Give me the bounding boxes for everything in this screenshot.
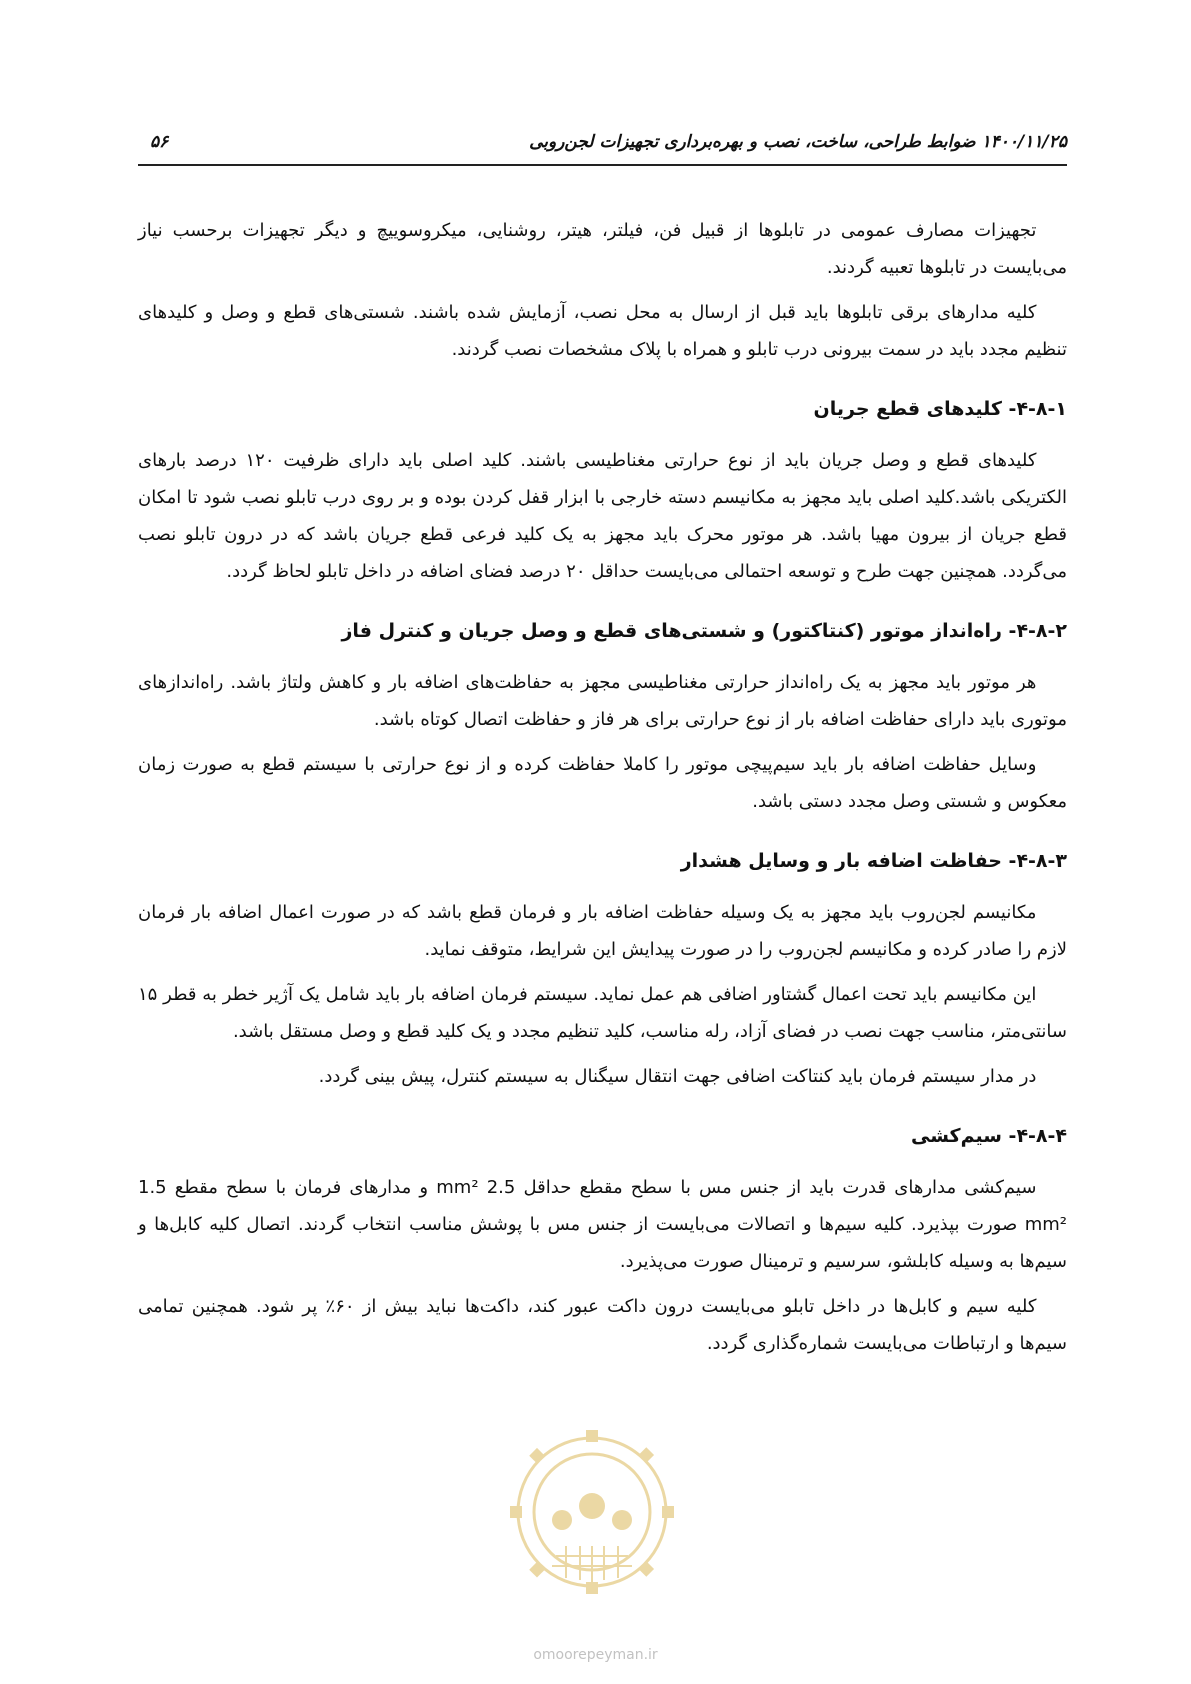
section-heading: ۴-۸-۴- سیم‌کشی	[910, 1125, 1067, 1147]
section-paragraph: مکانیسم لجن‌روب باید مجهز به یک وسیله حفاظت اضافه بار و فرمان قطع باشد که در صورت اعمال اضافه بار فرمان لازم را صادر کرده و مکانیسم لجن‌روب را در صورت پیدایش این شرایط، متوقف نماید.	[138, 902, 1067, 960]
section-paragraph: وسایل حفاظت اضافه بار باید سیم‌پیچی موتور را کاملا حفاظت کرده و از نوع حرارتی با سیستم قطع به صورت زمان معکوس و شستی وصل مجدد دستی باشد.	[138, 754, 1067, 812]
section-paragraph: کلیدهای قطع و وصل جریان باید از نوع حرارتی مغناطیسی باشند. کلید اصلی باید دارای ظرفیت ۱۲۰ درصد بارهای الکتریکی باشد.کلید اصلی باید مجهز به مکانیسم دسته خارجی با ابزار قفل کردن بوده و بر روی درب تابلو نصب شود تا امکان قطع جریان از بیرون مهیا باشد. هر موتور محرک باید مجهز به یک کلید فرعی قطع جریان باشد که در درون تابلو نصب می‌گردد. همچنین جهت طرح و توسعه احتمالی می‌بایست حداقل ۲۰ درصد فضای اضافه در داخل تابلو لحاظ گردد.	[138, 450, 1067, 582]
watermark-site: omoorepeyman.ir	[533, 1647, 658, 1663]
running-header	[138, 128, 1067, 166]
section-heading: ۴-۸-۲- راه‌انداز موتور (کنتاکتور) و شستی‌های قطع و وصل جریان و کنترل فاز	[341, 620, 1067, 642]
page-number: ۵۶	[150, 132, 169, 152]
section-paragraph: در مدار سیستم فرمان باید کنتاکت اضافی جهت انتقال سیگنال به سیستم کنترل، پیش بینی گردد.	[318, 1066, 1037, 1087]
section-paragraph: این مکانیسم باید تحت اعمال گشتاور اضافی هم عمل نماید. سیستم فرمان اضافه بار باید شامل یک آژیر خطر به قطر ۱۵ سانتی‌متر، مناسب جهت نصب در فضای آزاد، رله مناسب، کلید تنظیم مجدد و یک کلید قطع و وصل مستقل باشد.	[138, 984, 1067, 1042]
section-heading: ۴-۸-۳- حفاظت اضافه بار و وسایل هشدار	[680, 850, 1067, 872]
header-title: ۱۴۰۰/۱۱/۲۵ ضوابط طراحی، ساخت، نصب و بهره‌برداری تجهیزات لجن‌روبی	[529, 132, 1067, 152]
document-body	[138, 212, 1067, 1362]
watermark-logo	[500, 1416, 684, 1616]
intro-paragraph: تجهیزات مصارف عمومی در تابلوها از قبیل فن، فیلتر، هیتر، روشنایی، میکروسوییچ و دیگر تجهیزات برحسب نیاز می‌بایست در تابلوها تعبیه گردند.	[138, 220, 1067, 278]
section-heading: ۴-۸-۱- کلیدهای قطع جریان	[813, 398, 1067, 420]
intro-paragraph: کلیه مدارهای برقی تابلوها باید قبل از ارسال به محل نصب، آزمایش شده باشند. شستی‌های قطع و وصل و کلیدهای تنظیم مجدد باید در سمت بیرونی درب تابلو و همراه با پلاک مشخصات نصب گردند.	[138, 302, 1067, 360]
section-paragraph: هر موتور باید مجهز به یک راه‌انداز حرارتی مغناطیسی مجهز به حفاظت‌های اضافه بار و کاهش ولتاژ باشد. راه‌اندازهای موتوری باید دارای حفاظت اضافه بار از نوع حرارتی برای هر فاز و حفاظت اتصال کوتاه باشد.	[138, 672, 1067, 730]
section-paragraph: کلیه سیم و کابل‌ها در داخل تابلو می‌بایست درون داکت عبور کند، داکت‌ها نباید بیش از ۶۰٪ پر شود. همچنین تمامی سیم‌ها و ارتباطات می‌بایست شماره‌گذاری گردد.	[138, 1296, 1067, 1354]
section-paragraph: سیم‌کشی مدارهای قدرت باید از جنس مس با سطح مقطع حداقل 2.5 mm² و مدارهای فرمان با سطح مقطع 1.5 mm² صورت بپذیرد. کلیه سیم‌ها و اتصالات می‌بایست از جنس مس با پوشش مناسب انتخاب گردند. اتصال کلیه کابل‌ها و سیم‌ها به وسیله کابلشو، سرسیم و ترمینال صورت می‌پذیرد.	[138, 1177, 1067, 1272]
